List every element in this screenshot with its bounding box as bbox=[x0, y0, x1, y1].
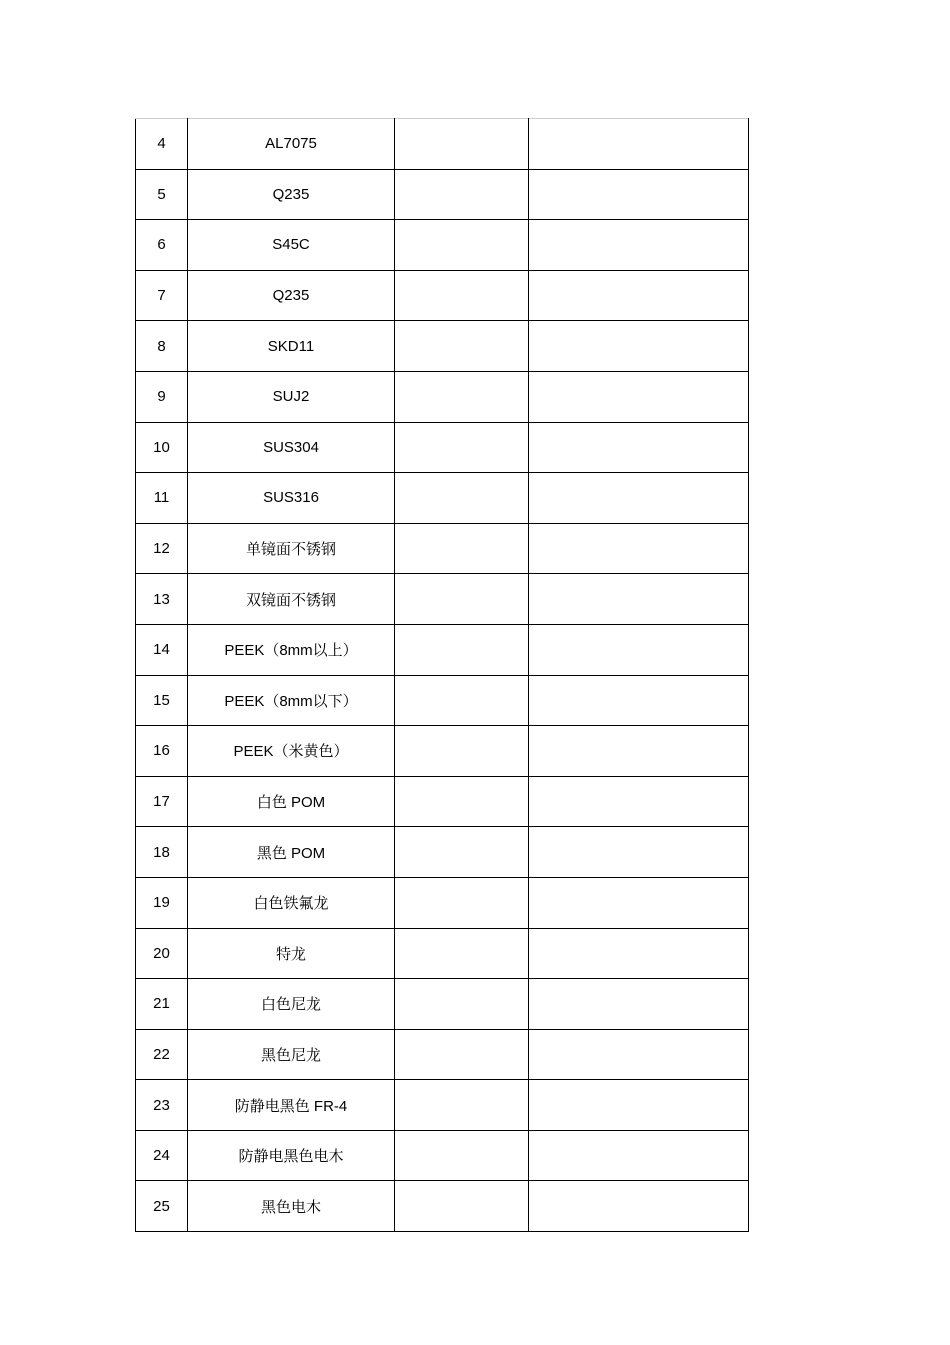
row-number-cell: 13 bbox=[136, 574, 188, 625]
material-cell: 黑色 POM bbox=[188, 827, 395, 878]
empty-cell bbox=[395, 726, 529, 777]
empty-cell bbox=[395, 827, 529, 878]
empty-cell bbox=[395, 624, 529, 675]
table-row bbox=[136, 675, 749, 726]
table-row bbox=[136, 1080, 749, 1131]
table-row bbox=[136, 523, 749, 574]
empty-cell bbox=[395, 169, 529, 220]
empty-cell bbox=[395, 321, 529, 372]
empty-cell bbox=[529, 1130, 749, 1181]
row-number-cell: 18 bbox=[136, 827, 188, 878]
material-cell: Q235 bbox=[188, 169, 395, 220]
row-number-cell: 14 bbox=[136, 624, 188, 675]
table-row bbox=[136, 877, 749, 928]
material-cell: SUJ2 bbox=[188, 371, 395, 422]
row-number-cell: 7 bbox=[136, 270, 188, 321]
row-number-cell: 25 bbox=[136, 1181, 188, 1232]
table-row bbox=[136, 928, 749, 979]
empty-cell bbox=[529, 877, 749, 928]
table-row bbox=[136, 827, 749, 878]
empty-cell bbox=[529, 422, 749, 473]
row-number-cell: 16 bbox=[136, 726, 188, 777]
empty-cell bbox=[395, 1080, 529, 1131]
row-number-cell: 17 bbox=[136, 776, 188, 827]
empty-cell bbox=[529, 776, 749, 827]
empty-cell bbox=[395, 574, 529, 625]
empty-cell bbox=[529, 473, 749, 524]
empty-cell bbox=[529, 1080, 749, 1131]
table-row bbox=[136, 473, 749, 524]
table-row bbox=[136, 1181, 749, 1232]
table-row bbox=[136, 776, 749, 827]
empty-cell bbox=[395, 523, 529, 574]
row-number-cell: 12 bbox=[136, 523, 188, 574]
table-row bbox=[136, 422, 749, 473]
empty-cell bbox=[395, 1029, 529, 1080]
material-cell: 单镜面不锈钢 bbox=[188, 523, 395, 574]
empty-cell bbox=[395, 776, 529, 827]
material-cell: AL7075 bbox=[188, 119, 395, 170]
empty-cell bbox=[529, 979, 749, 1030]
material-cell: 防静电黑色电木 bbox=[188, 1130, 395, 1181]
row-number-cell: 23 bbox=[136, 1080, 188, 1131]
table-row bbox=[136, 574, 749, 625]
empty-cell bbox=[529, 371, 749, 422]
empty-cell bbox=[529, 523, 749, 574]
empty-cell bbox=[529, 119, 749, 170]
row-number-cell: 21 bbox=[136, 979, 188, 1030]
empty-cell bbox=[529, 220, 749, 271]
material-cell: 白色铁氟龙 bbox=[188, 877, 395, 928]
empty-cell bbox=[395, 220, 529, 271]
material-cell: PEEK（8mm以上） bbox=[188, 624, 395, 675]
table-row bbox=[136, 726, 749, 777]
table-row bbox=[136, 979, 749, 1030]
empty-cell bbox=[395, 1130, 529, 1181]
row-number-cell: 15 bbox=[136, 675, 188, 726]
table-row bbox=[136, 119, 749, 170]
material-cell: 防静电黑色 FR-4 bbox=[188, 1080, 395, 1131]
material-cell: 双镜面不锈钢 bbox=[188, 574, 395, 625]
material-cell: 特龙 bbox=[188, 928, 395, 979]
empty-cell bbox=[395, 928, 529, 979]
material-cell: 白色尼龙 bbox=[188, 979, 395, 1030]
material-table-body bbox=[136, 119, 749, 1232]
empty-cell bbox=[529, 726, 749, 777]
empty-cell bbox=[529, 928, 749, 979]
material-cell: PEEK（米黄色） bbox=[188, 726, 395, 777]
row-number-cell: 6 bbox=[136, 220, 188, 271]
material-table bbox=[135, 118, 749, 1232]
empty-cell bbox=[529, 1181, 749, 1232]
material-cell: SUS304 bbox=[188, 422, 395, 473]
row-number-cell: 24 bbox=[136, 1130, 188, 1181]
material-cell: 白色 POM bbox=[188, 776, 395, 827]
empty-cell bbox=[395, 877, 529, 928]
table-row bbox=[136, 371, 749, 422]
table-row bbox=[136, 220, 749, 271]
empty-cell bbox=[395, 270, 529, 321]
table-row bbox=[136, 1130, 749, 1181]
row-number-cell: 4 bbox=[136, 119, 188, 170]
empty-cell bbox=[395, 979, 529, 1030]
table-row bbox=[136, 624, 749, 675]
material-cell: 黑色尼龙 bbox=[188, 1029, 395, 1080]
empty-cell bbox=[529, 827, 749, 878]
table-row bbox=[136, 321, 749, 372]
material-cell: SUS316 bbox=[188, 473, 395, 524]
row-number-cell: 5 bbox=[136, 169, 188, 220]
material-cell: S45C bbox=[188, 220, 395, 271]
empty-cell bbox=[395, 371, 529, 422]
empty-cell bbox=[529, 574, 749, 625]
row-number-cell: 10 bbox=[136, 422, 188, 473]
row-number-cell: 8 bbox=[136, 321, 188, 372]
row-number-cell: 19 bbox=[136, 877, 188, 928]
empty-cell bbox=[395, 675, 529, 726]
empty-cell bbox=[395, 119, 529, 170]
empty-cell bbox=[529, 321, 749, 372]
empty-cell bbox=[395, 422, 529, 473]
material-cell: PEEK（8mm以下） bbox=[188, 675, 395, 726]
row-number-cell: 11 bbox=[136, 473, 188, 524]
empty-cell bbox=[529, 624, 749, 675]
empty-cell bbox=[395, 1181, 529, 1232]
empty-cell bbox=[395, 473, 529, 524]
table-row bbox=[136, 169, 749, 220]
row-number-cell: 9 bbox=[136, 371, 188, 422]
material-cell: 黑色电木 bbox=[188, 1181, 395, 1232]
empty-cell bbox=[529, 169, 749, 220]
table-row bbox=[136, 1029, 749, 1080]
empty-cell bbox=[529, 675, 749, 726]
row-number-cell: 22 bbox=[136, 1029, 188, 1080]
empty-cell bbox=[529, 270, 749, 321]
table-row bbox=[136, 270, 749, 321]
row-number-cell: 20 bbox=[136, 928, 188, 979]
empty-cell bbox=[529, 1029, 749, 1080]
material-cell: SKD11 bbox=[188, 321, 395, 372]
material-cell: Q235 bbox=[188, 270, 395, 321]
